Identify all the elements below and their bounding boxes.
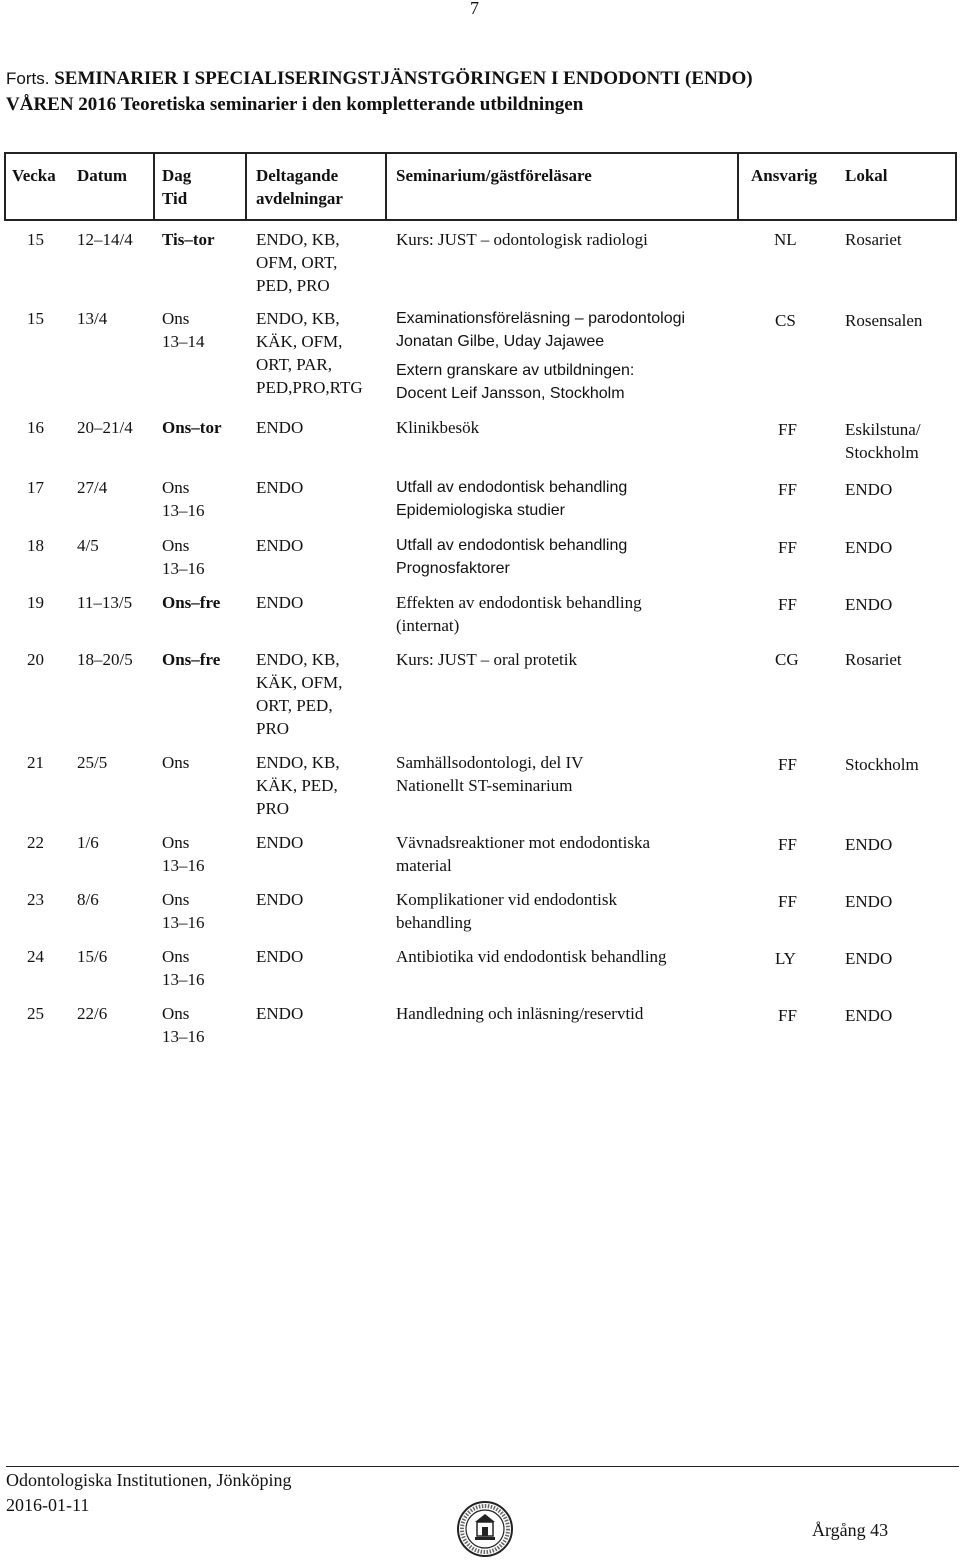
cell-dag: Ons 13–16 (162, 947, 205, 989)
header-lokal: Lokal (845, 166, 888, 185)
cell-seminarium: Utfall av endodontisk behandling Epidemiologiska studier (396, 479, 628, 519)
cell-avdelningar: ENDO (256, 833, 304, 852)
header-datum: Datum (77, 166, 128, 185)
cell-dag: Ons 13–16 (162, 890, 205, 932)
cell-lokal: ENDO (845, 538, 893, 557)
cell-lokal: ENDO (845, 835, 893, 854)
cell-lokal: Rosensalen (845, 311, 923, 330)
cell-ansvarig: CS (775, 311, 796, 330)
header-vecka: Vecka (12, 166, 56, 185)
cell-avdelningar: ENDO, KB, KÄK, OFM, ORT, PAR, PED,PRO,RTG (256, 309, 363, 397)
cell-avdelningar: ENDO (256, 890, 304, 909)
table-border (955, 152, 957, 219)
footer-divider (6, 1466, 959, 1467)
header-ansvarig: Ansvarig (751, 166, 818, 185)
cell-ansvarig: NL (774, 230, 797, 249)
cell-vecka: 15 (27, 230, 44, 249)
cell-lokal: Stockholm (845, 755, 919, 774)
cell-datum: 25/5 (77, 753, 108, 772)
cell-dag: Ons 13–16 (162, 478, 205, 520)
cell-lokal: ENDO (845, 595, 893, 614)
cell-ansvarig: FF (778, 420, 797, 439)
cell-datum: 20–21/4 (77, 418, 133, 437)
table-border (4, 152, 6, 219)
cell-datum: 13/4 (77, 309, 108, 328)
column-divider (737, 152, 739, 219)
cell-datum: 11–13/5 (77, 593, 133, 612)
cell-vecka: 25 (27, 1004, 44, 1023)
cell-seminarium: Vävnadsreaktioner mot endodontiska material (396, 833, 650, 875)
cell-seminarium: Kurs: JUST – oral protetik (396, 650, 578, 669)
cell-vecka: 24 (27, 947, 44, 966)
cell-avdelningar: ENDO (256, 1004, 304, 1023)
cell-lokal: Rosariet (845, 230, 902, 249)
cell-ansvarig: FF (778, 892, 797, 911)
cell-dag: Ons (162, 753, 190, 772)
cell-avdelningar: ENDO (256, 947, 304, 966)
cell-datum: 4/5 (77, 536, 99, 555)
cell-ansvarig: FF (778, 1006, 797, 1025)
cell-avdelningar: ENDO (256, 478, 304, 497)
column-divider (245, 152, 247, 219)
cell-seminarium: Effekten av endodontisk behandling (internat) (396, 593, 642, 635)
cell-avdelningar: ENDO, KB, KÄK, PED, PRO (256, 753, 340, 818)
cell-seminarium: Handledning och inläsning/reservtid (396, 1004, 644, 1023)
university-seal-icon (456, 1500, 514, 1558)
cell-ansvarig: FF (778, 595, 797, 614)
cell-vecka: 20 (27, 650, 44, 669)
cell-lokal: Eskilstuna/ Stockholm (845, 420, 921, 462)
cell-lokal: ENDO (845, 949, 893, 968)
cell-datum: 12–14/4 (77, 230, 133, 249)
cell-datum: 27/4 (77, 478, 108, 497)
cell-vecka: 18 (27, 536, 44, 555)
cell-ansvarig: FF (778, 835, 797, 854)
cell-seminarium: Klinikbesök (396, 418, 480, 437)
header-seminarium: Seminarium/gästföreläsare (396, 166, 592, 185)
cell-dag: Ons 13–16 (162, 536, 205, 578)
cell-avdelningar: ENDO (256, 536, 304, 555)
cell-ansvarig: FF (778, 480, 797, 499)
cell-avdelningar: ENDO, KB, OFM, ORT, PED, PRO (256, 230, 340, 295)
cell-seminarium: Kurs: JUST – odontologisk radiologi (396, 230, 648, 249)
cell-vecka: 22 (27, 833, 44, 852)
cell-ansvarig: LY (775, 949, 796, 968)
cell-avdelningar: ENDO, KB, KÄK, OFM, ORT, PED, PRO (256, 650, 343, 738)
column-divider (385, 152, 387, 219)
header-dag-tid: Dag Tid (162, 166, 192, 208)
cell-datum: 15/6 (77, 947, 108, 966)
cell-dag: Ons–tor (162, 418, 222, 437)
cell-seminarium: Samhällsodontologi, del IV Nationellt ST-seminarium (396, 753, 584, 795)
cell-ansvarig: CG (775, 650, 799, 669)
footer-argang: Årgång 43 (812, 1520, 889, 1540)
page-number: 7 (470, 0, 479, 18)
cell-dag: Tis–tor (162, 230, 215, 249)
cell-seminarium-extra: Extern granskare av utbildningen: Docent Leif Jansson, Stockholm (396, 362, 635, 402)
cell-dag: Ons–fre (162, 593, 221, 612)
title-sub: VÅREN 2016 Teoretiska seminarier i den kompletterande utbildningen (6, 94, 584, 115)
cell-dag: Ons 13–16 (162, 1004, 205, 1046)
cell-vecka: 17 (27, 478, 44, 497)
header-deltagande: Deltagande avdelningar (256, 166, 343, 208)
cell-vecka: 21 (27, 753, 44, 772)
cell-lokal: ENDO (845, 892, 893, 911)
cell-seminarium: Examinationsföreläsning – parodontologi Jonatan Gilbe, Uday Jajawee (396, 310, 686, 350)
footer-date: 2016-01-11 (6, 1495, 90, 1515)
cell-vecka: 23 (27, 890, 44, 909)
cell-vecka: 19 (27, 593, 44, 612)
cell-ansvarig: FF (778, 755, 797, 774)
title-prefix: Forts. (6, 69, 50, 88)
cell-lokal: ENDO (845, 1006, 893, 1025)
cell-avdelningar: ENDO (256, 593, 304, 612)
cell-avdelningar: ENDO (256, 418, 304, 437)
cell-seminarium: Utfall av endodontisk behandling Prognosfaktorer (396, 537, 628, 577)
cell-datum: 18–20/5 (77, 650, 133, 669)
cell-vecka: 16 (27, 418, 44, 437)
cell-ansvarig: FF (778, 538, 797, 557)
cell-lokal: Rosariet (845, 650, 902, 669)
title-main: SEMINARIER I SPECIALISERINGSTJÄNSTGÖRINGEN I ENDODONTI (ENDO) (54, 68, 753, 89)
cell-datum: 1/6 (77, 833, 99, 852)
column-divider (153, 152, 155, 219)
cell-lokal: ENDO (845, 480, 893, 499)
cell-seminarium: Komplikationer vid endodontisk behandling (396, 890, 617, 932)
cell-datum: 22/6 (77, 1004, 108, 1023)
cell-dag: Ons–fre (162, 650, 221, 669)
page-title (6, 66, 956, 118)
cell-dag: Ons 13–14 (162, 309, 205, 351)
cell-seminarium: Antibiotika vid endodontisk behandling (396, 947, 667, 966)
footer-institution: Odontologiska Institutionen, Jönköping (6, 1470, 292, 1490)
cell-dag: Ons 13–16 (162, 833, 205, 875)
cell-datum: 8/6 (77, 890, 99, 909)
cell-vecka: 15 (27, 309, 44, 328)
